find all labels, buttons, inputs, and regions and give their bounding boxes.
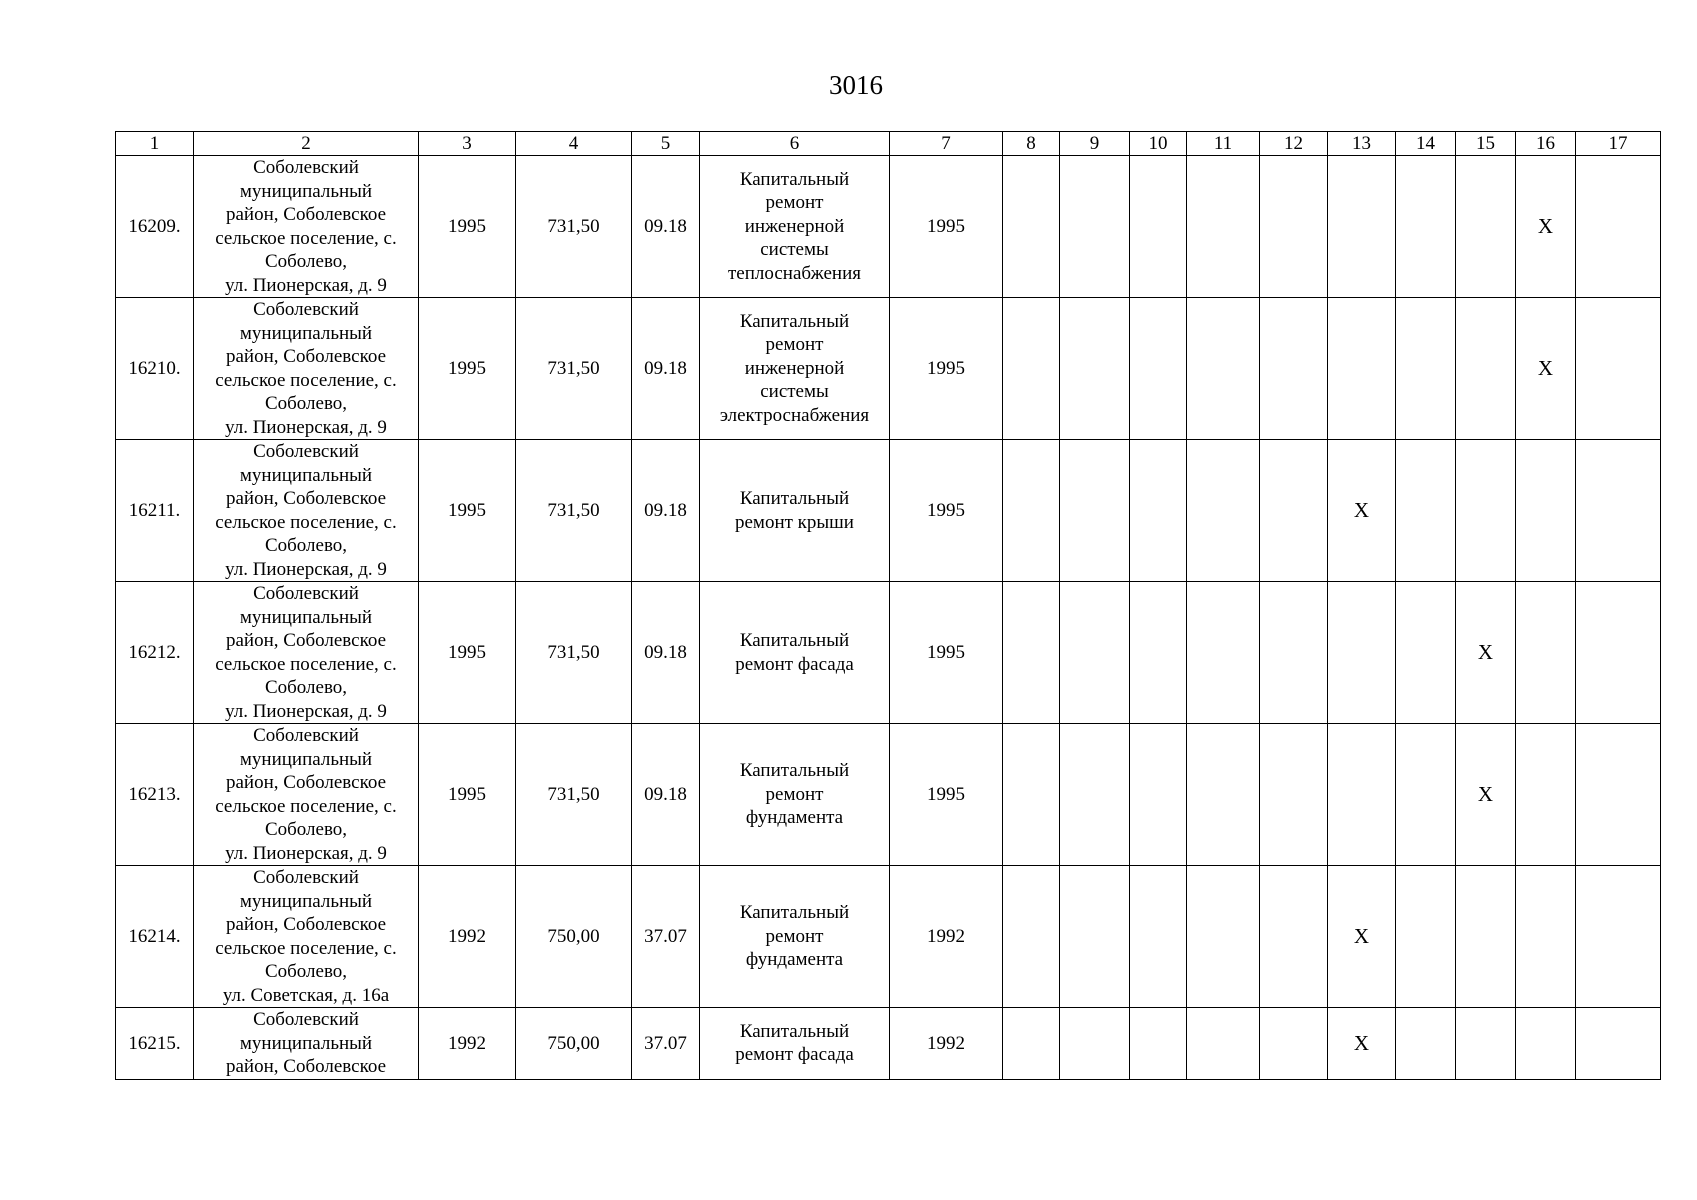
mark-cell — [1060, 1008, 1130, 1080]
text-line: ремонт — [765, 925, 824, 947]
mark-cell — [1396, 440, 1456, 582]
mark-cell — [1003, 866, 1060, 1008]
mark-cell — [1130, 298, 1187, 440]
text-line: ул. Советская, д. 16а — [222, 984, 390, 1006]
text-line: Соболевский — [253, 867, 359, 888]
column-number: 11 — [1187, 132, 1260, 156]
text-line: Соболевский — [253, 441, 359, 462]
mark-cell — [1396, 156, 1456, 298]
mark-cell — [1328, 582, 1396, 724]
text-line: район, Соболевское — [226, 1056, 386, 1077]
text-line: муниципальный — [239, 890, 373, 912]
text-line: ремонт — [765, 783, 824, 805]
mark-cell — [1516, 724, 1576, 866]
row-number: 16210. — [116, 298, 194, 440]
mark-cell: X — [1328, 866, 1396, 1008]
mark-cell: X — [1456, 724, 1516, 866]
mark-cell — [1516, 1008, 1576, 1080]
text-line: Капитальный — [739, 630, 850, 651]
mark-cell — [1328, 724, 1396, 866]
mark-cell — [1060, 724, 1130, 866]
work-year-cell: 1995 — [890, 582, 1003, 724]
mark-cell — [1187, 156, 1260, 298]
text-line: ул. Пионерская, д. 9 — [225, 274, 387, 296]
mark-cell — [1003, 1008, 1060, 1080]
work-type-cell — [700, 440, 890, 582]
code-cell: 09.18 — [632, 440, 700, 582]
text-line: Капитальный — [739, 1020, 850, 1042]
mark-cell — [1576, 866, 1661, 1008]
text-line: Соболево, — [264, 961, 348, 982]
mark-cell — [1516, 866, 1576, 1008]
column-number-row — [116, 132, 1661, 156]
mark-cell — [1130, 440, 1187, 582]
area-cell: 731,50 — [516, 298, 632, 440]
mark-cell — [1396, 298, 1456, 440]
mark-cell: X — [1456, 582, 1516, 724]
text-line: Капитальный — [739, 760, 850, 782]
mark-cell — [1576, 724, 1661, 866]
work-year-cell: 1992 — [890, 866, 1003, 1008]
text-line: инженерной — [744, 357, 845, 379]
work-year-cell: 1995 — [890, 724, 1003, 866]
mark-cell — [1456, 298, 1516, 440]
text-line: фундамента — [745, 807, 844, 829]
text-line: Соболевский — [253, 1009, 359, 1030]
code-cell: 09.18 — [632, 298, 700, 440]
mark-cell — [1260, 156, 1328, 298]
mark-cell — [1003, 298, 1060, 440]
mark-cell — [1456, 1008, 1516, 1080]
mark-cell — [1576, 1008, 1661, 1080]
text-line: Капитальный — [739, 310, 850, 332]
area-cell: 731,50 — [516, 724, 632, 866]
page-number: 3016 — [829, 70, 883, 100]
text-line: район, Соболевское — [226, 772, 386, 793]
build-year-cell: 1992 — [419, 866, 516, 1008]
text-line: Соболевский — [253, 725, 359, 746]
mark-cell — [1060, 298, 1130, 440]
area-cell: 731,50 — [516, 156, 632, 298]
text-line: муниципальный — [239, 748, 373, 770]
text-line: район, Соболевское — [226, 630, 386, 651]
text-line: ремонт — [765, 192, 824, 214]
mark-cell — [1260, 298, 1328, 440]
text-line: сельское поселение, с. — [215, 653, 397, 675]
mark-cell — [1187, 1008, 1260, 1080]
address-cell — [194, 866, 419, 1008]
mark-cell — [1516, 582, 1576, 724]
address-cell — [194, 440, 419, 582]
work-type-cell — [700, 1008, 890, 1080]
mark-cell — [1260, 866, 1328, 1008]
text-line: Соболево, — [264, 251, 348, 272]
mark-cell — [1456, 440, 1516, 582]
table-row — [116, 866, 1661, 1008]
mark-cell — [1003, 582, 1060, 724]
mark-cell — [1260, 724, 1328, 866]
column-number: 3 — [419, 132, 516, 156]
mark-cell — [1060, 156, 1130, 298]
code-cell: 37.07 — [632, 866, 700, 1008]
text-line: ул. Пионерская, д. 9 — [225, 416, 387, 438]
mark-cell — [1328, 156, 1396, 298]
work-year-cell: 1995 — [890, 298, 1003, 440]
text-line: ремонт — [765, 334, 824, 356]
mark-cell — [1576, 298, 1661, 440]
mark-cell — [1130, 156, 1187, 298]
row-number: 16214. — [116, 866, 194, 1008]
row-number: 16211. — [116, 440, 194, 582]
column-number: 9 — [1060, 132, 1130, 156]
text-line: системы — [760, 239, 829, 261]
work-year-cell: 1992 — [890, 1008, 1003, 1080]
text-line: Соболевский — [253, 299, 359, 320]
column-number: 2 — [194, 132, 419, 156]
column-number: 12 — [1260, 132, 1328, 156]
column-number: 1 — [116, 132, 194, 156]
row-number: 16215. — [116, 1008, 194, 1080]
table-row — [116, 440, 1661, 582]
text-line: сельское поселение, с. — [215, 795, 397, 817]
mark-cell — [1060, 866, 1130, 1008]
mark-cell — [1003, 724, 1060, 866]
text-line: Капитальный — [739, 902, 850, 924]
mark-cell — [1260, 582, 1328, 724]
column-number: 5 — [632, 132, 700, 156]
repair-schedule-table — [115, 131, 1661, 1080]
text-line: ул. Пионерская, д. 9 — [225, 558, 387, 580]
mark-cell — [1187, 440, 1260, 582]
text-line: сельское поселение, с. — [215, 369, 397, 391]
text-line: район, Соболевское — [226, 204, 386, 225]
mark-cell — [1060, 582, 1130, 724]
column-number: 15 — [1456, 132, 1516, 156]
row-number: 16213. — [116, 724, 194, 866]
area-cell: 750,00 — [516, 1008, 632, 1080]
text-line: инженерной — [744, 215, 845, 237]
text-line: ремонт фасада — [735, 653, 854, 675]
mark-cell — [1396, 866, 1456, 1008]
column-number: 13 — [1328, 132, 1396, 156]
row-number: 16209. — [116, 156, 194, 298]
text-line: муниципальный — [239, 606, 373, 628]
work-type-cell — [700, 582, 890, 724]
address-cell — [194, 156, 419, 298]
text-line: муниципальный — [239, 1032, 373, 1054]
code-cell: 37.07 — [632, 1008, 700, 1080]
table-row — [116, 156, 1661, 298]
mark-cell — [1003, 440, 1060, 582]
mark-cell — [1576, 156, 1661, 298]
mark-cell — [1003, 156, 1060, 298]
code-cell: 09.18 — [632, 582, 700, 724]
address-cell — [194, 724, 419, 866]
text-line: район, Соболевское — [226, 488, 386, 509]
mark-cell: X — [1328, 440, 1396, 582]
text-line: ремонт фасада — [735, 1044, 854, 1066]
table-row — [116, 582, 1661, 724]
table-row — [116, 724, 1661, 866]
column-number: 14 — [1396, 132, 1456, 156]
mark-cell — [1130, 1008, 1187, 1080]
build-year-cell: 1995 — [419, 156, 516, 298]
mark-cell — [1187, 298, 1260, 440]
column-number: 17 — [1576, 132, 1661, 156]
text-line: Соболево, — [264, 535, 348, 556]
address-cell — [194, 298, 419, 440]
mark-cell — [1396, 1008, 1456, 1080]
column-number: 6 — [700, 132, 890, 156]
work-year-cell: 1995 — [890, 440, 1003, 582]
build-year-cell: 1995 — [419, 440, 516, 582]
code-cell: 09.18 — [632, 156, 700, 298]
mark-cell — [1516, 440, 1576, 582]
column-number: 7 — [890, 132, 1003, 156]
mark-cell — [1187, 724, 1260, 866]
text-line: Соболево, — [264, 677, 348, 698]
mark-cell — [1130, 866, 1187, 1008]
area-cell: 731,50 — [516, 440, 632, 582]
mark-cell — [1260, 1008, 1328, 1080]
address-cell — [194, 582, 419, 724]
text-line: ремонт крыши — [735, 511, 854, 533]
text-line: сельское поселение, с. — [215, 511, 397, 533]
text-line: фундамента — [745, 949, 844, 971]
text-line: район, Соболевское — [226, 914, 386, 935]
work-type-cell — [700, 156, 890, 298]
text-line: ул. Пионерская, д. 9 — [225, 700, 387, 722]
build-year-cell: 1995 — [419, 298, 516, 440]
text-line: Соболево, — [264, 393, 348, 414]
mark-cell — [1187, 582, 1260, 724]
table-row — [116, 1008, 1661, 1080]
mark-cell — [1456, 156, 1516, 298]
text-line: сельское поселение, с. — [215, 227, 397, 249]
mark-cell — [1260, 440, 1328, 582]
mark-cell — [1576, 582, 1661, 724]
mark-cell — [1576, 440, 1661, 582]
text-line: сельское поселение, с. — [215, 937, 397, 959]
column-number: 8 — [1003, 132, 1060, 156]
work-type-cell — [700, 298, 890, 440]
mark-cell: X — [1328, 1008, 1396, 1080]
mark-cell — [1396, 724, 1456, 866]
text-line: Соболевский — [253, 583, 359, 604]
text-line: район, Соболевское — [226, 346, 386, 367]
mark-cell: X — [1516, 156, 1576, 298]
work-type-cell — [700, 866, 890, 1008]
row-number: 16212. — [116, 582, 194, 724]
text-line: Соболевский — [253, 157, 359, 178]
mark-cell — [1328, 298, 1396, 440]
mark-cell — [1130, 582, 1187, 724]
text-line: муниципальный — [239, 464, 373, 486]
text-line: системы — [760, 381, 829, 403]
text-line: Капитальный — [739, 488, 850, 509]
work-type-cell — [700, 724, 890, 866]
column-number: 4 — [516, 132, 632, 156]
mark-cell — [1187, 866, 1260, 1008]
text-line: Капитальный — [739, 168, 850, 190]
mark-cell — [1060, 440, 1130, 582]
build-year-cell: 1995 — [419, 582, 516, 724]
area-cell: 731,50 — [516, 582, 632, 724]
build-year-cell: 1995 — [419, 724, 516, 866]
mark-cell — [1396, 582, 1456, 724]
mark-cell: X — [1516, 298, 1576, 440]
column-number: 10 — [1130, 132, 1187, 156]
text-line: муниципальный — [239, 180, 373, 202]
work-year-cell: 1995 — [890, 156, 1003, 298]
code-cell: 09.18 — [632, 724, 700, 866]
address-cell — [194, 1008, 419, 1080]
text-line: Соболево, — [264, 819, 348, 840]
text-line: теплоснабжения — [728, 262, 861, 284]
text-line: ул. Пионерская, д. 9 — [225, 842, 387, 864]
table-row — [116, 298, 1661, 440]
build-year-cell: 1992 — [419, 1008, 516, 1080]
area-cell: 750,00 — [516, 866, 632, 1008]
mark-cell — [1456, 866, 1516, 1008]
mark-cell — [1130, 724, 1187, 866]
text-line: муниципальный — [239, 322, 373, 344]
text-line: электроснабжения — [719, 404, 870, 426]
column-number: 16 — [1516, 132, 1576, 156]
